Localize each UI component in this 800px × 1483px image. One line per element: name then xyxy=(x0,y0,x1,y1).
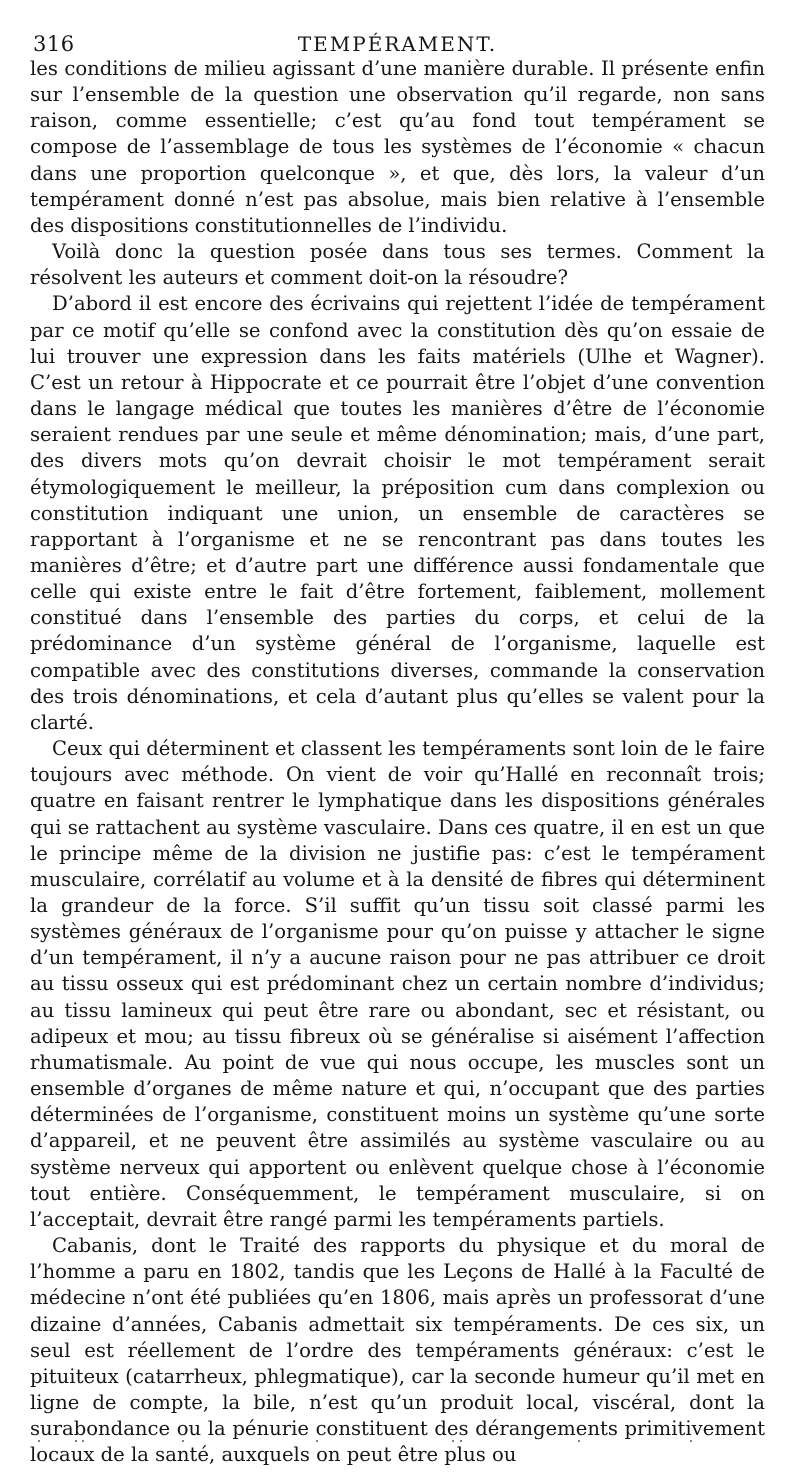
paragraph: Ceux qui déterminent et classent les tempéraments sont loin de le faire toujours avec méthode. On vient de voir qu’Hallé en reconnaît trois; quatre en faisant rentrer le lymphatique dans les dispositions générales qui se rattachent au système vasculaire. Dans ces quatre, il en est un que le principe même de la division ne justifie pas: c’est le tempérament musculaire, corrélatif au volume et à la densité de fibres qui déterminent la grandeur de la force. S’il suffit qu’un tissu soit classé parmi les systèmes généraux de l’organisme pour qu’on puisse y attacher le signe d’un tempérament, il n’y a aucune raison pour ne pas attribuer ce droit au tissu osseux qui est prédominant chez un certain nombre d’individus; au tissu lamineux qui peut être rare ou abondant, sec et résistant, ou adipeux et mou; au tissu fibreux où se généralise si aisément l’affection rhumatismale. Au point de vue qui nous occupe, les muscles sont un ensemble d’organes de même nature et qui, n’occupant que des parties déterminées de l’organisme, constituent moins un système qu’une sorte d’appareil, et ne peuvent être assimilés au système vasculaire ou au système nerveux qui apportent ou enlèvent quelque chose à l’économie tout entière. Conséquemment, le tempérament musculaire, si on l’acceptait, devrait être rangé parmi les tempéraments partiels. xyxy=(30,737,765,1231)
paragraph: les conditions de milieu agissant d’une manière durable. Il présente enfin sur l’ensemble de la question une observation qu’il regarde, non sans raison, comme essentielle; c’est qu’au fond tout tempérament se compose de l’assemblage de tous les systèmes de l’économie « chacun dans une proportion quelconque », et que, dès lors, la valeur d’un tempérament donné n’est pas absolue, mais bien relative à l’ensemble des dispositions constitutionnelles de l’individu. xyxy=(30,57,765,237)
paragraph: Cabanis, dont le Traité des rapports du physique et du moral de l’homme a paru en 1802, tandis que les Leçons de Hallé à la Faculté de médecine n’ont été publiées qu’en 1806, mais après un professorat d’une dizaine d’années, Cabanis admettait six tempéraments. De ces six, un seul est réellement de l’ordre des tempéraments généraux: c’est le pituiteux (catarrheux, phlegmatique), car la seconde humeur qu’il met en ligne de compte, la bile, n’est qu’un produit local, viscéral, dont la surabondance ou la pénurie constituent des dérangements primitivement locaux de la santé, auxquels on peut être plus ou xyxy=(30,1234,765,1467)
paragraph: Voilà donc la question posée dans tous ses termes. Comment la résolvent les auteurs et comment doit-on la résoudre? xyxy=(30,240,765,290)
page-number: 316 xyxy=(33,32,75,56)
body-text xyxy=(30,56,765,1468)
paragraph: D’abord il est encore des écrivains qui rejettent l’idée de tempérament par ce motif qu’elle se confond avec la constitution dès qu’on essaie de lui trouver une expression dans les faits matériels (Ulhe et Wagner). C’est un retour à Hippocrate et ce pourrait être l’objet d’une convention dans le langage médical que toutes les manières d’être de l’économie seraient rendues par une seule et même dénomination; mais, d’une part, des divers mots qu’on devrait choisir le mot tempérament serait étymologiquement le meilleur, la préposition cum dans complexion ou constitution indiquant une union, un ensemble de caractères se rapportant à l’organisme et ne se rencontrant pas dans toutes les manières d’être; et d’autre part une différence aussi fondamentale que celle qui existe entre le fait d’être fortement, faiblement, mollement constitué dans l’ensemble des parties du corps, et celui de la prédominance d’un système général de l’organisme, laquelle est compatible avec des constitutions diverses, commande la conservation des trois dénominations, et cela d’autant plus qu’elles se valent pour la clarté. xyxy=(30,292,765,734)
bottom-noise-dots xyxy=(30,1432,765,1452)
running-title: TEMPÉRAMENT. xyxy=(297,32,498,56)
book-page xyxy=(30,0,765,1468)
page-header xyxy=(30,0,765,56)
